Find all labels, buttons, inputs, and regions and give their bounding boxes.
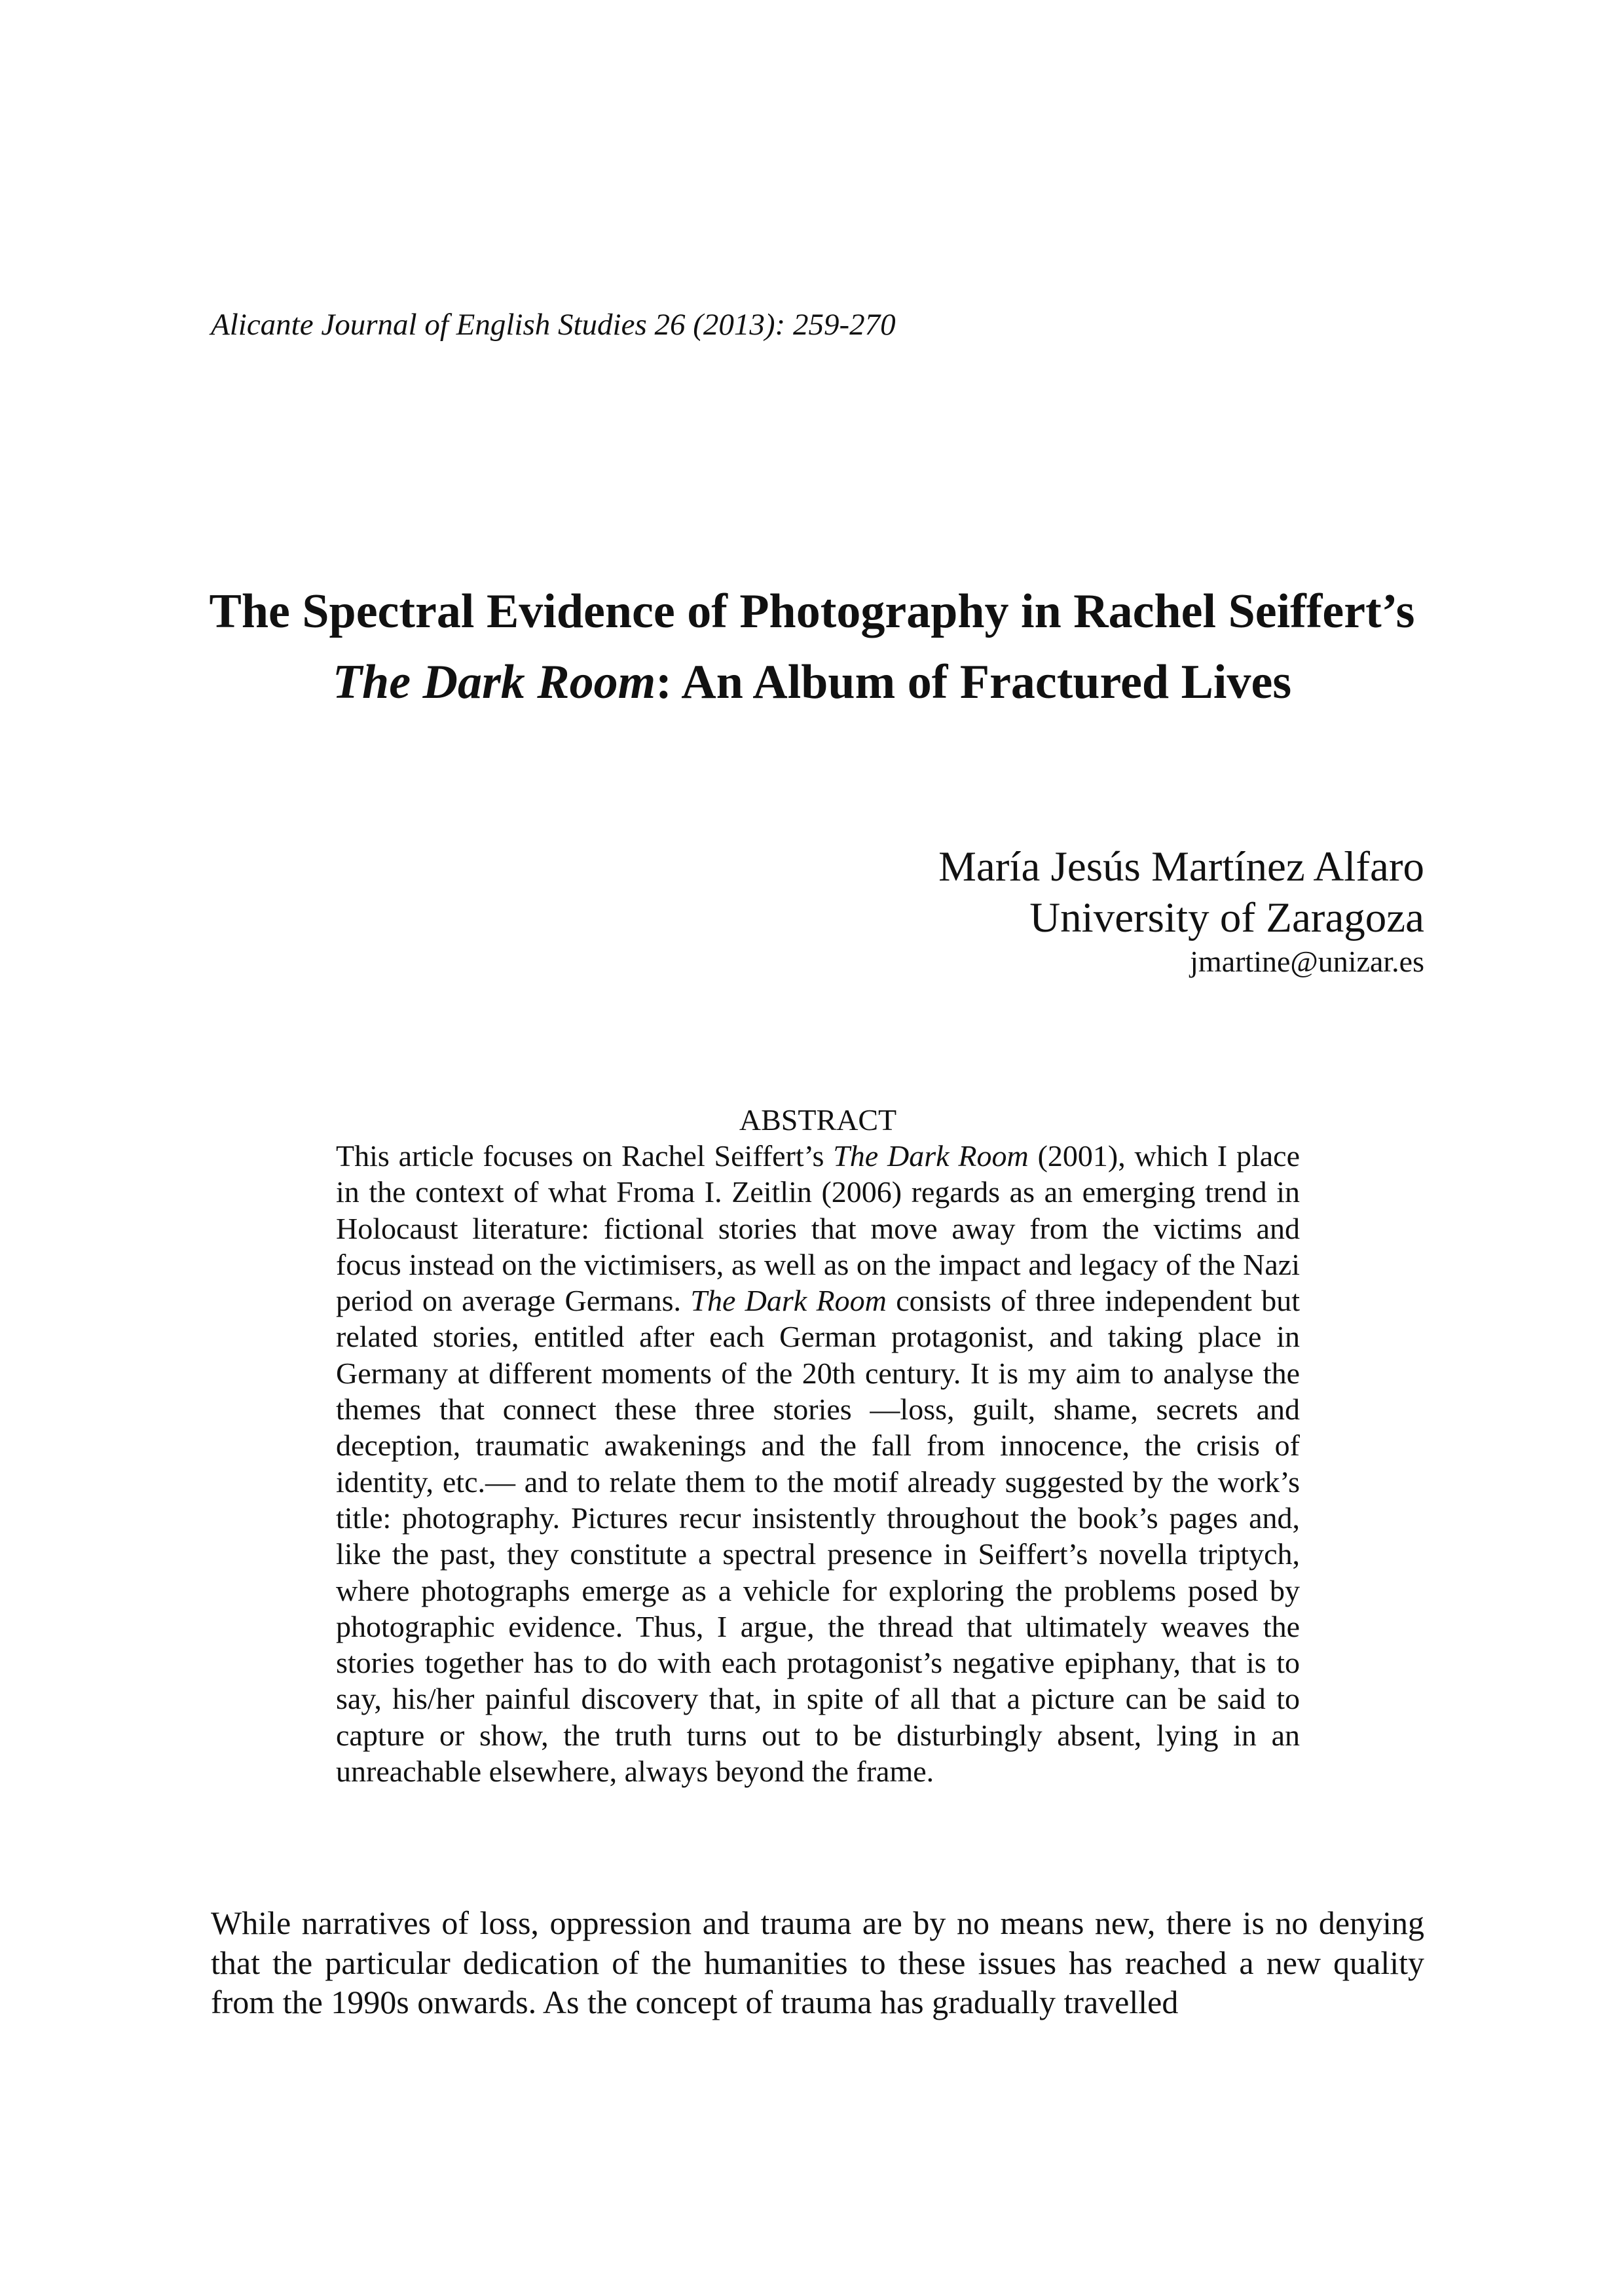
- title-line-1: The Spectral Evidence of Photography in Rachel Seiffert’s: [209, 585, 1415, 638]
- author-block: [938, 841, 1424, 980]
- author-email: jmartine@unizar.es: [1190, 945, 1424, 978]
- abstract-work-title-2: The Dark Room: [690, 1284, 887, 1318]
- title-line-2-rest: : An Album of Fractured Lives: [655, 655, 1292, 709]
- abstract-section: [336, 1102, 1300, 1789]
- abstract-text-part-2: (2001), which I place in the context of what Froma I. Zeitlin (2006) regards as an emerging trend in Holocaust literature: fictional stories that move away from the victims and focus instead on the victimisers, as well as on the impact and legacy of the Nazi period on average Germans.: [336, 1139, 1300, 1318]
- abstract-text-part-1: This article focuses on Rachel Seiffert’s: [336, 1139, 834, 1173]
- journal-citation: Alicante Journal of English Studies 26 (2013): 259-270: [211, 308, 896, 342]
- author-name: María Jesús Martínez Alfaro: [938, 843, 1424, 890]
- abstract-heading: ABSTRACT: [739, 1103, 897, 1137]
- article-title: [164, 576, 1460, 718]
- body-paragraph: While narratives of loss, oppression and trauma are by no means new, there is no denying that the particular dedication of the humanities to these issues has reached a new quality from the 1990s onwards. As the concept of trauma has gradually travelled: [211, 1904, 1424, 2020]
- title-work-italic: The Dark Room: [332, 655, 656, 709]
- abstract-text-part-3: consists of three independent but related stories, entitled after each German protagonist, and taking place in Germany at different moments of the 20th century. It is my aim to analyse the themes that connect these three stories —loss, guilt, shame, secrets and deception, traumatic awakenings and the fall from innocence, the crisis of identity, etc.— and to relate them to the motif already suggested by the work’s title: photography. Pictures recur insistently throughout the book’s pages and, like the past, they constitute a spectral presence in Seiffert’s novella triptych, where photographs emerge as a vehicle for exploring the problems posed by photographic evidence. Thus, I argue, the thread that ultimately weaves the stories together has to do with each protagonist’s negative epiphany, that is to say, his/her painful discovery that, in spite of all that a picture can be said to capture or show, the truth turns out to be disturbingly absent, lying in an unreachable elsewhere, always beyond the frame.: [336, 1284, 1301, 1789]
- abstract-work-title-1: The Dark Room: [833, 1139, 1029, 1173]
- author-affiliation: University of Zaragoza: [1029, 894, 1424, 941]
- abstract-text: [336, 1138, 1300, 1789]
- title-line-2: [164, 647, 1460, 718]
